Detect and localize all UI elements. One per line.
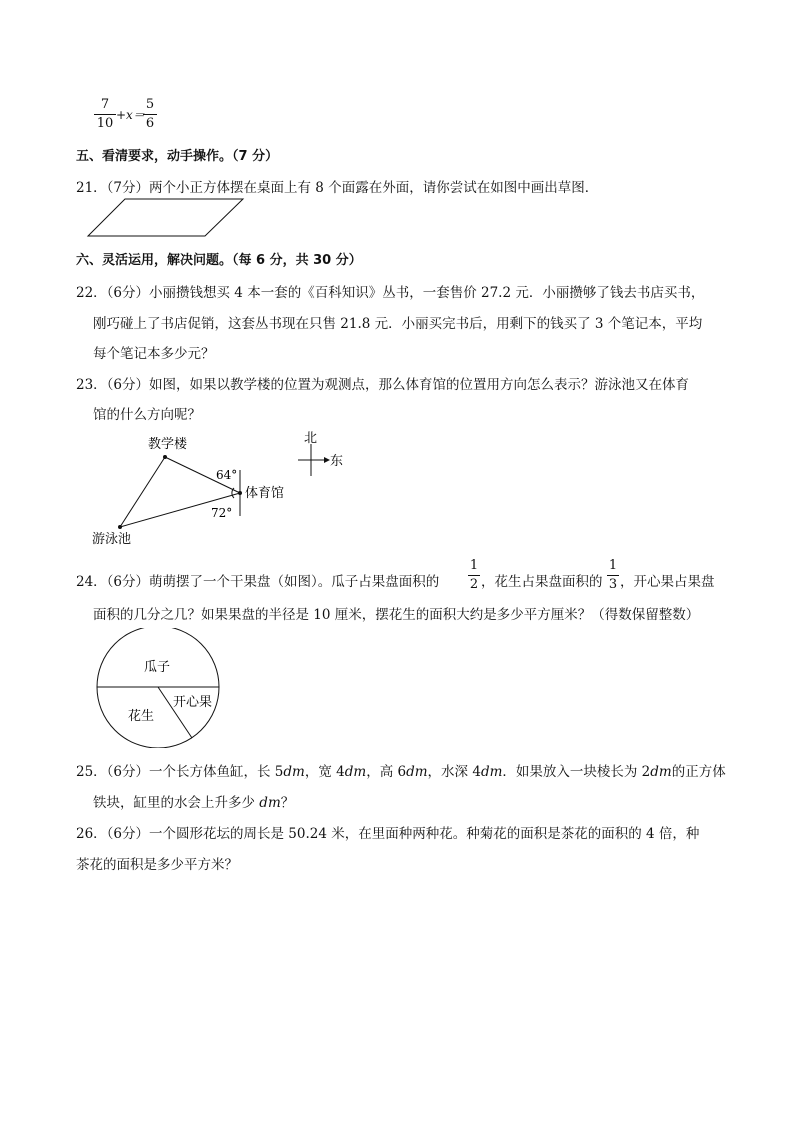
pool-dot [118, 525, 122, 529]
q25-text-c: ，高 6 [366, 764, 407, 780]
compass-north-label: 北 [304, 431, 318, 446]
fraction-denominator: 6 [145, 116, 155, 131]
section-5-title: 五、看清要求，动手操作。（7 分） [76, 149, 279, 164]
q25-text-h: ？ [280, 795, 295, 811]
q25-text-b: ，宽 4 [304, 764, 345, 780]
fraction-numerator: 5 [145, 97, 155, 112]
label-gym: 体育馆 [245, 486, 285, 501]
question-24-line-2: 面积的几分之几？如果果盘的半径是 10 厘米，摆花生的面积大约是多少平方厘米？（得数保留整数） [93, 607, 700, 623]
unit-dm: dm [259, 795, 281, 811]
angle-top-label: 64° [216, 468, 238, 482]
fraction-denominator: 3 [608, 577, 618, 592]
fraction-bar [94, 114, 116, 115]
fruit-plate-diagram [95, 628, 225, 748]
question-22-line-2: 刚巧碰上了书店促销，这套丛书现在只售 21.8 元．小丽买完书后，用剩下的钱买了 3 个笔记本，平均 [93, 316, 703, 332]
fraction-7-10 [94, 98, 116, 131]
label-pool: 游泳池 [92, 532, 132, 547]
fraction-numerator: 1 [469, 558, 479, 573]
question-24-part-1: 24．（6分）萌萌摆了一个干果盘（如图）。瓜子占果盘面积的 [76, 574, 440, 590]
fraction-denominator: 10 [96, 116, 114, 131]
question-22-line-1: 22．（6分）小丽攒钱想买 4 本一套的《百科知识》丛书，一套售价 27.2 元．小丽攒够了钱去书店买书， [76, 285, 705, 301]
fraction-bar [143, 114, 157, 115]
q25-text-f: 的正方体 [671, 764, 726, 780]
fraction-numerator: 7 [100, 97, 110, 112]
plate-circle [97, 628, 219, 748]
q25-text-d: ，水深 4 [427, 764, 481, 780]
angle-bottom-label: 72° [211, 506, 233, 520]
question-24-part-3: ，开心果占果盘 [620, 574, 715, 590]
label-melon-seeds: 瓜子 [144, 660, 171, 675]
gym-dot [238, 491, 242, 495]
q25-text-e: ．如果放入一块棱长为 2 [502, 764, 651, 780]
unit-dm: dm [283, 764, 305, 780]
q25-text-a: 25．（6分）一个长方体鱼缸，长 5 [76, 764, 284, 780]
question-22-line-3: 每个笔记本多少元？ [93, 346, 215, 362]
question-24-part-2: ，花生占果盘面积的 [481, 574, 603, 590]
label-peanuts: 花生 [128, 709, 155, 724]
unit-dm: dm [480, 764, 503, 780]
fraction-bar [607, 575, 619, 576]
label-school: 教学楼 [148, 437, 188, 452]
fraction-numerator: 1 [608, 558, 618, 573]
question-25-line-2 [93, 791, 294, 811]
question-26-line-1: 26．（6分）一个圆形花坛的周长是 50.24 米，在里面种两种花。种菊花的面积是茶花的面积的 4 倍，种 [76, 826, 700, 842]
parallelogram-shape [88, 199, 243, 236]
question-24-line-1 [76, 570, 439, 590]
unit-dm: dm [344, 764, 367, 780]
fraction-1-2 [468, 559, 480, 592]
unit-dm: dm [406, 764, 428, 780]
question-23-line-1: 23．（6分）如图，如果以教学楼的位置为观测点，那么体育馆的位置用方向怎么表示？游泳池又在体育 [76, 377, 690, 393]
fraction-1-3 [607, 559, 619, 592]
fraction-bar [468, 575, 480, 576]
question-25-line-1 [76, 760, 726, 780]
compass-east-label: 东 [330, 454, 344, 469]
fraction-denominator: 2 [469, 577, 479, 592]
parallelogram-figure [85, 196, 245, 241]
equation-operator: +x＝ [116, 108, 145, 122]
question-21-text: 21．（7分）两个小正方体摆在桌面上有 8 个面露在外面，请你尝试在如图中画出草图． [76, 180, 599, 196]
direction-diagram [90, 428, 350, 548]
unit-dm: dm [650, 764, 672, 780]
school-dot [163, 455, 167, 459]
question-23-line-2: 馆的什么方向呢？ [93, 407, 201, 423]
label-pistachios: 开心果 [173, 695, 213, 710]
q25-text-g: 铁块，缸里的水会上升多少 [93, 795, 260, 811]
section-6-title: 六、灵活运用，解决问题。（每 6 分，共 30 分） [76, 253, 362, 268]
question-26-line-2: 茶花的面积是多少平方米？ [76, 857, 238, 873]
fraction-5-6 [143, 98, 157, 131]
